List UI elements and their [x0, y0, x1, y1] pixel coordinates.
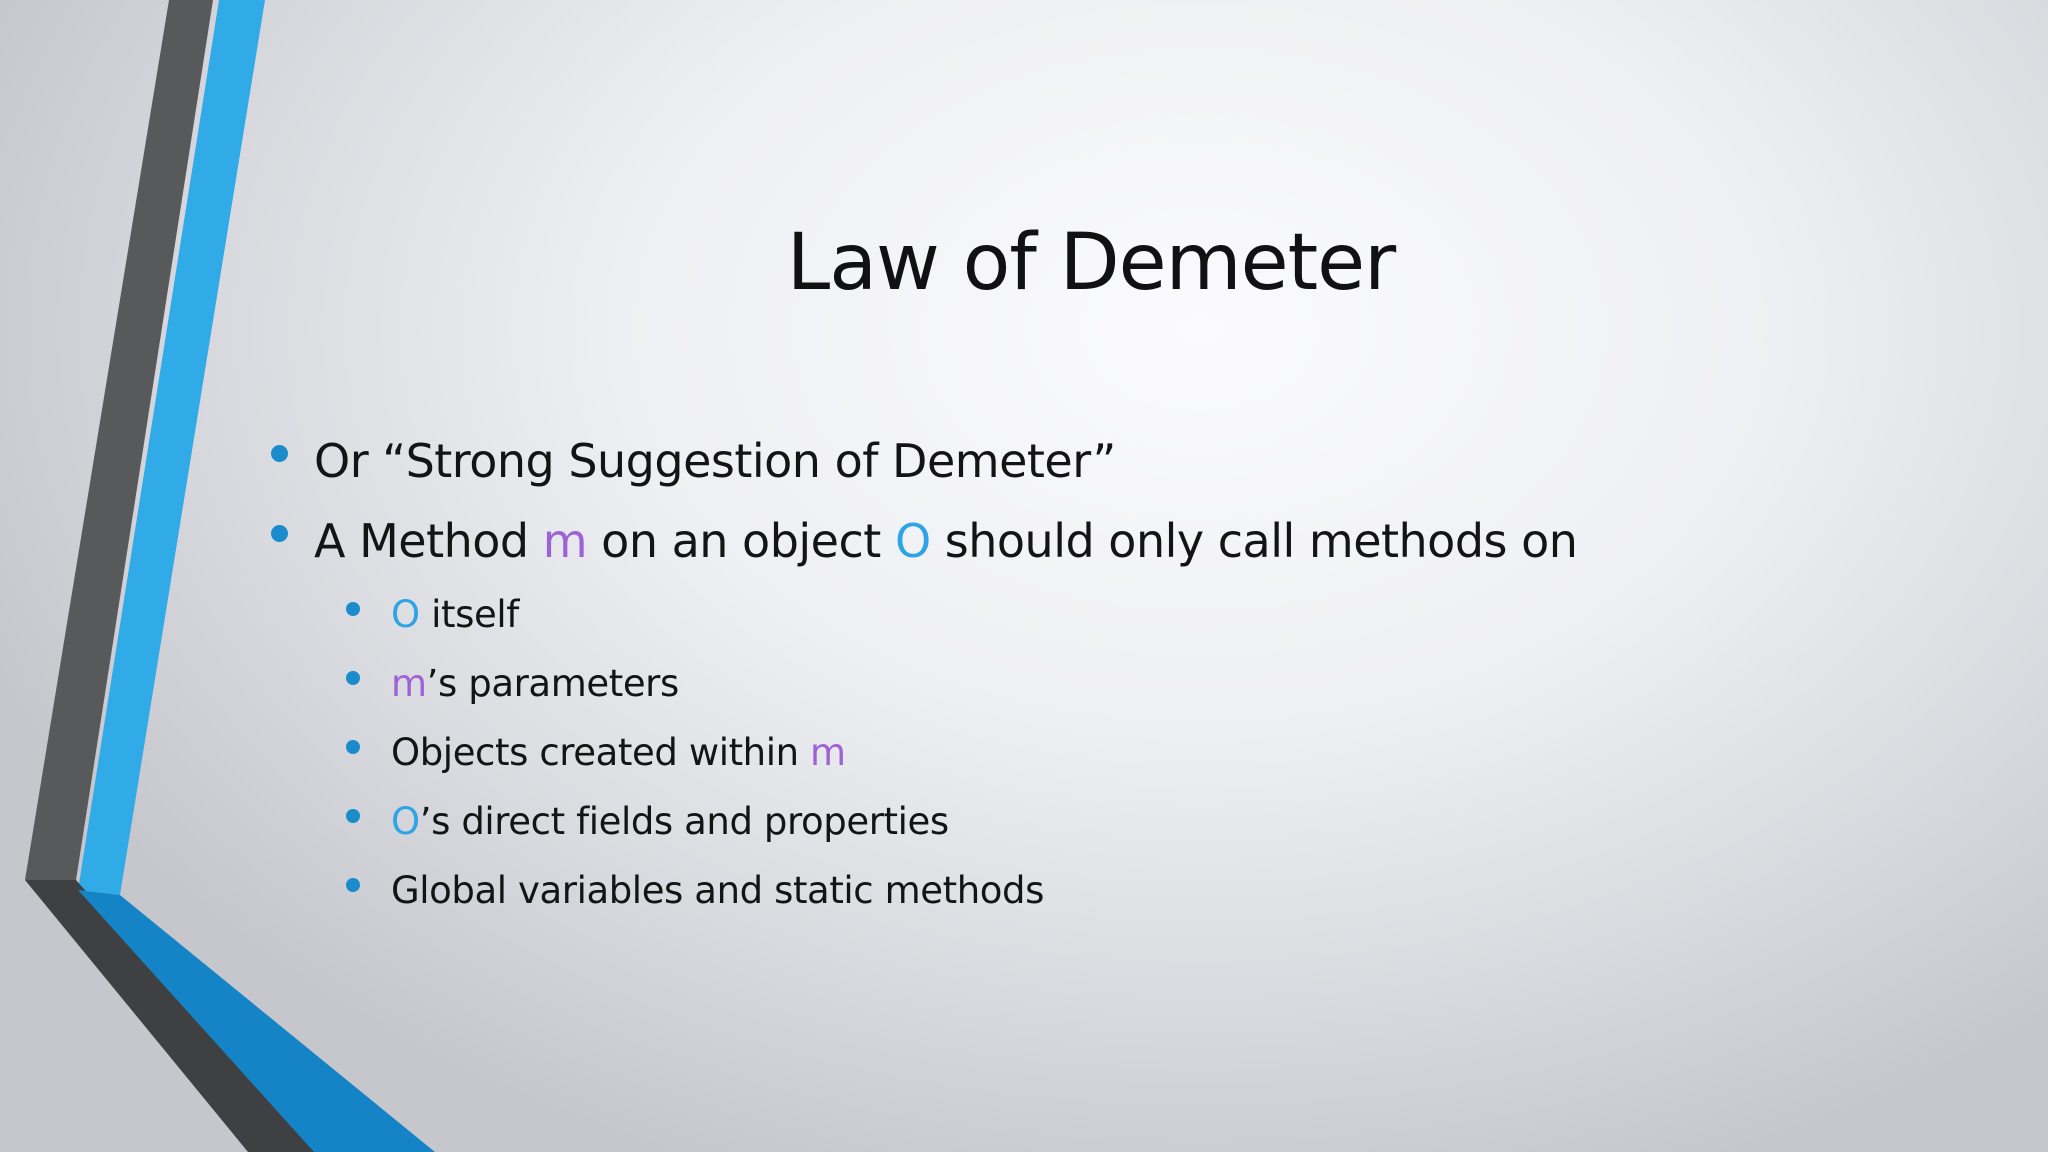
- bullet-text: Or “Strong Suggestion of Demeter”: [314, 434, 1116, 488]
- method-m-highlight: m: [391, 662, 427, 705]
- sub-bullet-text: Global variables and static methods: [391, 869, 1044, 912]
- object-o-highlight: O: [391, 800, 420, 843]
- object-o-highlight: O: [391, 593, 420, 636]
- dark-stripe-lower: [25, 880, 318, 1152]
- sub-bullet-item: [391, 730, 846, 776]
- bullet-dot: [346, 878, 360, 892]
- sub-bullet-text: itself: [419, 593, 519, 636]
- sub-bullet-item: [391, 799, 949, 845]
- method-m-highlight: m: [810, 731, 846, 774]
- bullet-dot: [271, 445, 288, 462]
- sub-bullet-text: ’s parameters: [426, 662, 679, 705]
- bullet-text-part: on an object: [587, 514, 895, 568]
- bullet-text-part: A Method: [314, 514, 543, 568]
- sub-bullet-item: [391, 592, 519, 638]
- object-o-highlight: O: [894, 514, 931, 568]
- bullet-dot: [271, 525, 288, 542]
- bullet-text-part: should only call methods on: [930, 514, 1578, 568]
- sub-bullet-text: Objects created within: [391, 731, 811, 774]
- sub-bullet-item: [391, 868, 1044, 914]
- method-m-highlight: m: [542, 514, 588, 568]
- bullet-item: [314, 433, 1116, 489]
- bullet-item: [314, 513, 1577, 569]
- bullet-dot: [346, 740, 360, 754]
- bullet-dot: [346, 671, 360, 685]
- slide-title: Law of Demeter: [786, 218, 1396, 308]
- sub-bullet-item: [391, 661, 679, 707]
- bullet-dot: [346, 602, 360, 616]
- sub-bullet-text: ’s direct fields and properties: [419, 800, 949, 843]
- bullet-dot: [346, 809, 360, 823]
